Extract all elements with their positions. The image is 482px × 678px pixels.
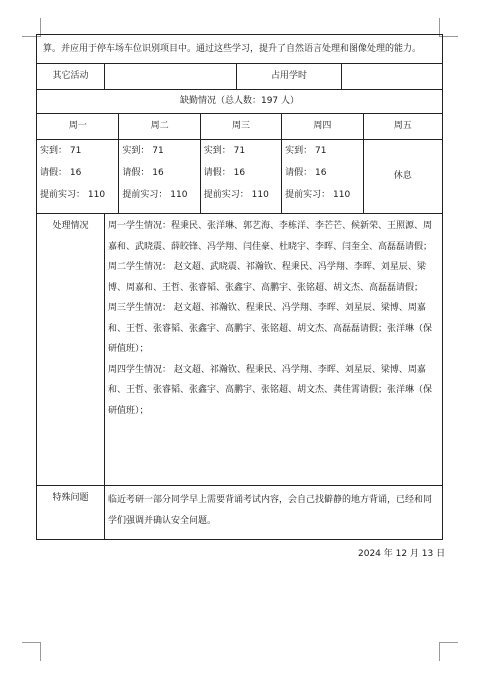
crop-mark-bottom-left [22,642,41,661]
day-header-thu: 周四 [281,114,362,139]
crop-mark-bottom-right [439,642,458,661]
top-text-row [37,35,442,63]
leave-count: 请假： 16 [40,168,82,178]
stats-tue [118,140,199,213]
handling-content [104,214,442,485]
handling-thu: 周四学生情况： 赵文超、祁瀚钦、程秉民、冯学翔、李晖、刘星辰、梁博、周嘉和、王哲、张睿韬、张鑫宇、高鹏宇、张铭超、胡文杰、龚佳霄请假；张洋琳（保研值班）； [108,364,433,416]
other-activity-row [37,63,442,89]
stats-thu [281,140,362,213]
leave-count: 请假： 16 [285,168,327,178]
special-issues-row [37,485,442,539]
day-header-tue: 周二 [118,114,199,139]
top-text: 算。并应用于停车场车位识别项目中。通过这些学习，提升了自然语言处理和图像处理的能力。 [43,44,422,54]
handling-wed: 周三学生情况： 赵文超、祁瀚钦、程秉民、冯学翔、李晖、刘星辰、梁博、周嘉和、王哲、张睿韬、张鑫宇、高鹏宇、张铭超、胡文杰、高磊磊请假；张洋琳（保研值班）； [108,303,433,354]
day-header-fri: 周五 [363,114,442,139]
hours-value[interactable] [341,64,442,89]
other-activity-label: 其它活动 [52,71,89,81]
internship-count: 提前实习： 110 [285,190,351,200]
actual-count: 实到： 71 [122,146,164,156]
handling-row [37,213,442,485]
other-activity-value[interactable] [104,64,236,89]
friday-status: 休息 [363,140,442,213]
actual-count: 实到： 71 [285,146,327,156]
stats-wed [200,140,281,213]
internship-count: 提前实习： 110 [40,190,106,200]
weekday-header-row [37,113,442,139]
report-table [36,34,443,540]
hours-label: 占用学时 [236,64,341,89]
handling-mon: 周一学生情况：程秉民、张洋琳、郭艺海、李栋洋、李芒芒、候新荣、王照源、周嘉和、武晓震、薛皎锋、冯学翔、闫佳豪、杜晓宇、李晖、闫奎全、高磊磊请假； [108,221,433,252]
report-date: 2024 年 12 月 13 日 [358,549,446,559]
actual-count: 实到： 71 [203,146,246,156]
actual-count: 实到： 71 [40,146,82,156]
attendance-stats-row [37,139,442,213]
leave-count: 请假： 16 [122,168,164,178]
handling-label: 处理情况 [52,221,89,231]
day-header-wed: 周三 [200,114,281,139]
handling-tue: 周二学生情况： 赵文超、武晓震、祁瀚钦、程秉民、冯学翔、李晖、刘星辰、梁博、周嘉和、王哲、张睿韬、张鑫宇、高鹏宇、张铭超、胡文杰、高磊磊请假； [108,262,426,293]
absence-title-row [37,89,442,113]
leave-count: 请假： 16 [203,168,246,178]
special-label: 特殊问题 [52,493,89,503]
special-text: 临近考研一部分同学早上需要背诵考试内容，会自己找僻静的地方背诵，已经和同学们强调并确认安全问题。 [104,486,442,539]
stats-mon [37,140,118,213]
day-header-mon: 周一 [68,121,87,131]
absence-title: 缺勤情况（总人数：197 人） [179,96,300,106]
internship-count: 提前实习： 110 [203,190,269,200]
internship-count: 提前实习： 110 [122,190,188,200]
